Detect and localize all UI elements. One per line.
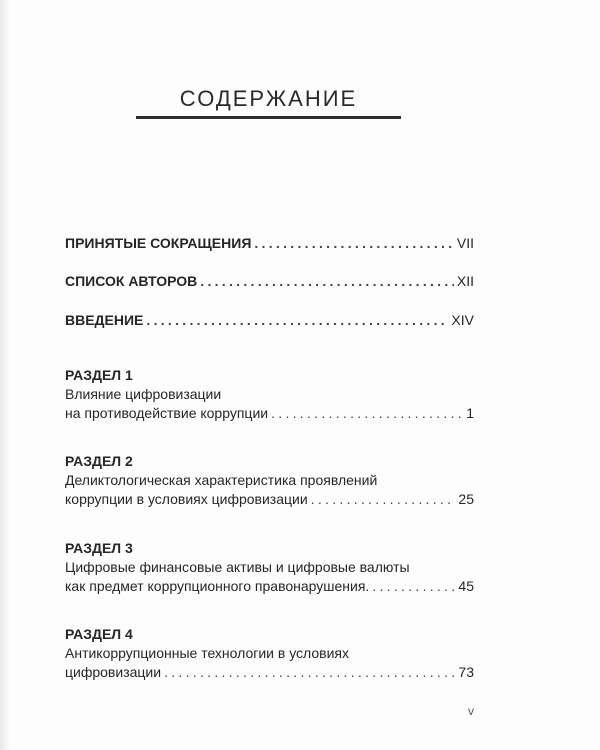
toc-entry-page: XIV: [451, 312, 474, 328]
section-title-line[interactable]: Деликтологическая характеристика проявлений: [65, 472, 378, 488]
toc-entry-label: СПИСОК АВТОРОВ: [65, 273, 198, 289]
dot-leader: [200, 272, 454, 290]
section-title-line: цифровизации: [65, 664, 162, 680]
page-number: v: [468, 704, 474, 718]
page-edge-shadow: [0, 0, 10, 750]
toc-entry-page: 73: [458, 664, 474, 680]
toc-entry-label: ПРИНЯТЫЕ СОКРАЩЕНИЯ: [65, 235, 252, 251]
toc-entry-page: 25: [458, 491, 474, 507]
toc-entry-page: 1: [466, 405, 474, 421]
toc-entry-page: VII: [456, 235, 474, 251]
toc-entry-label: ВВЕДЕНИЕ: [65, 312, 144, 328]
page-title: СОДЕРЖАНИЕ: [179, 86, 358, 111]
section-heading: РАЗДЕЛ 1: [65, 367, 133, 383]
section-title-line[interactable]: Влияние цифровизации: [65, 386, 222, 402]
toc-entry-page: 45: [458, 578, 474, 594]
toc-entry-authors[interactable]: [65, 272, 474, 290]
section-title-line: коррупции в условиях цифровизации: [65, 491, 308, 507]
dot-leader: [146, 311, 448, 329]
section-title-line-with-page[interactable]: [65, 490, 474, 508]
section-title-line: как предмет коррупционного правонарушения.: [65, 578, 370, 594]
title-underline: [136, 116, 401, 119]
section-title-line[interactable]: Антикоррупционные технологии в условиях: [65, 645, 350, 661]
section-title-line-with-page[interactable]: [65, 404, 474, 422]
toc-entry-abbreviations[interactable]: [65, 234, 474, 252]
dot-leader: [254, 234, 454, 252]
section-heading: РАЗДЕЛ 3: [65, 540, 133, 556]
toc-entry-page: XII: [456, 273, 474, 289]
section-title-line: на противодействие коррупции: [65, 405, 269, 421]
section-title-line[interactable]: Цифровые финансовые активы и цифровые валюты: [65, 559, 410, 575]
dot-leader: [372, 577, 455, 595]
dot-leader: [164, 663, 455, 681]
section-title-line-with-page[interactable]: [65, 663, 474, 681]
section-title-line-with-page[interactable]: [65, 577, 474, 595]
dot-leader: [311, 490, 456, 508]
section-heading: РАЗДЕЛ 4: [65, 626, 133, 642]
dot-leader: [271, 404, 463, 422]
toc-entry-introduction[interactable]: [65, 311, 474, 329]
section-heading: РАЗДЕЛ 2: [65, 453, 133, 469]
